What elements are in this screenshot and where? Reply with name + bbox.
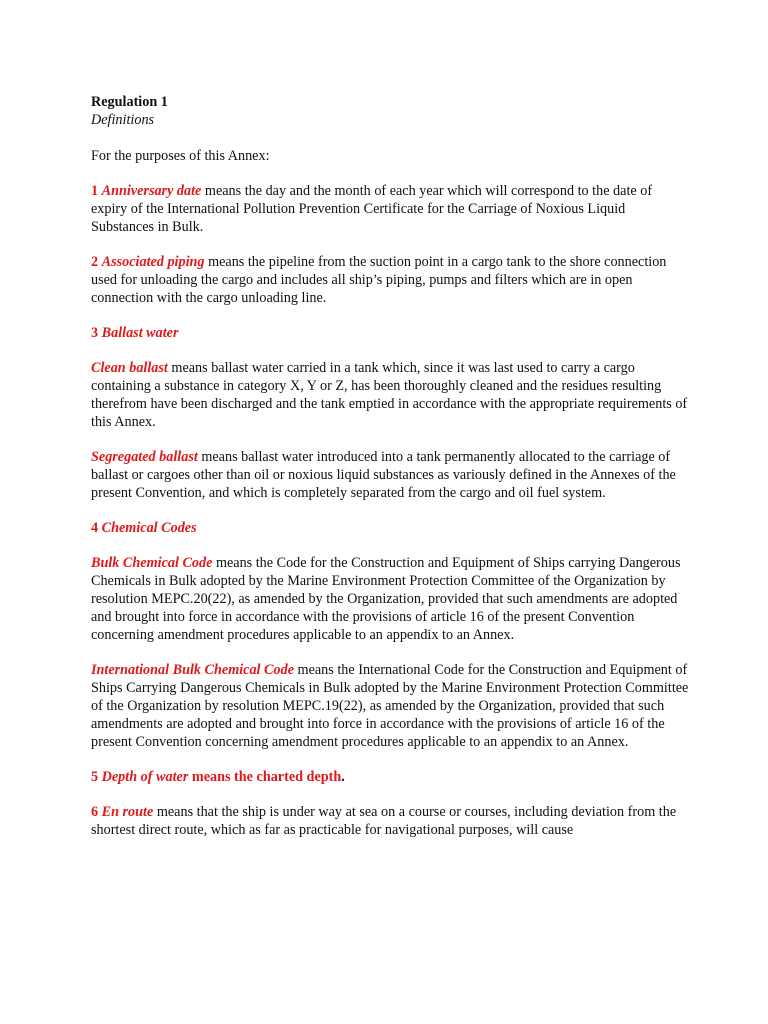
definition-number: 1 [91,183,99,199]
definition-term: Chemical Codes [101,520,197,536]
definition-text: means the International Code for the Construction and Equipment of Ships Carrying Dangerous Chemicals in Bulk adopted by the Marine Environment Protection Committee of the Organization by resolution MEPC.19(22), as amended by the Organization, provided that such amendments are adopted and brought into force in accordance with the provisions of article 16 of the present Convention concerning amendment procedures applicable to an appendix to an Annex. [91,662,689,750]
regulation-text [91,93,691,856]
definition-number: 4 [91,520,99,536]
definition-en-route [91,803,691,839]
definition-term: Depth of water [101,769,189,785]
definition-term: Ballast water [101,325,179,341]
definition-text: means ballast water carried in a tank which, since it was last used to carry a cargo containing a substance in category X, Y or Z, has been thoroughly cleaned and the residues resulting therefrom have been discharged and the tank emptied in accordance with the appropriate requirements of this Annex. [91,360,688,430]
definition-paragraph [91,359,691,431]
definition-term: En route [101,804,154,820]
definition-period: . [341,769,345,785]
definitions-list [91,182,691,751]
definition-term: International Bulk Chemical Code [91,662,294,678]
definition-paragraph [91,182,691,236]
definition-number: 3 [91,325,99,341]
definition-text: means ballast water introduced into a tank permanently allocated to the carriage of ballast or cargoes other than oil or noxious liquid substances as variously defined in the Annexes of the present Convention, and which is completely separated from the cargo and oil fuel system. [91,449,676,501]
definition-text: means the day and the month of each year which will correspond to the date of expiry of the International Pollution Prevention Certificate for the Carriage of Noxious Liquid Substances in Bulk. [91,183,653,235]
definition-paragraph [91,661,691,751]
definition-number: 2 [91,254,99,270]
definition-paragraph [91,253,691,307]
definition-text: means the pipeline from the suction point in a cargo tank to the shore connection used for unloading the cargo and includes all ship’s piping, pumps and filters which are in open connection with the cargo unloading line. [91,254,667,306]
definition-term: Bulk Chemical Code [91,555,213,571]
definition-term: Segregated ballast [91,449,198,465]
definition-number: 6 [91,804,99,820]
regulation-subheading: Definitions [91,112,155,128]
definition-text: means the Code for the Construction and Equipment of Ships carrying Dangerous Chemicals in Bulk adopted by the Marine Environment Protection Committee of the Organization by resolution MEPC.20(22), as amended by the Organization, provided that such amendments are adopted and brought into force in accordance with the provisions of article 16 of the present Convention concerning amendment procedures applicable to an appendix to an Annex. [91,555,681,643]
definition-paragraph [91,324,691,342]
definition-depth-of-water [91,768,691,786]
definition-paragraph [91,448,691,502]
definition-bold-text: means the charted depth [188,769,342,785]
regulation-heading: Regulation 1 [91,94,168,110]
definition-paragraph [91,554,691,644]
definition-term: Associated piping [101,254,205,270]
definition-paragraph [91,519,691,537]
definition-number: 5 [91,769,99,785]
intro-paragraph: For the purposes of this Annex: [91,148,270,164]
definition-term: Anniversary date [101,183,202,199]
definition-text: means that the ship is under way at sea on a course or courses, including deviation from the shortest direct route, which as far as practicable for navigational purposes, will cause [91,804,677,838]
definition-term: Clean ballast [91,360,168,376]
